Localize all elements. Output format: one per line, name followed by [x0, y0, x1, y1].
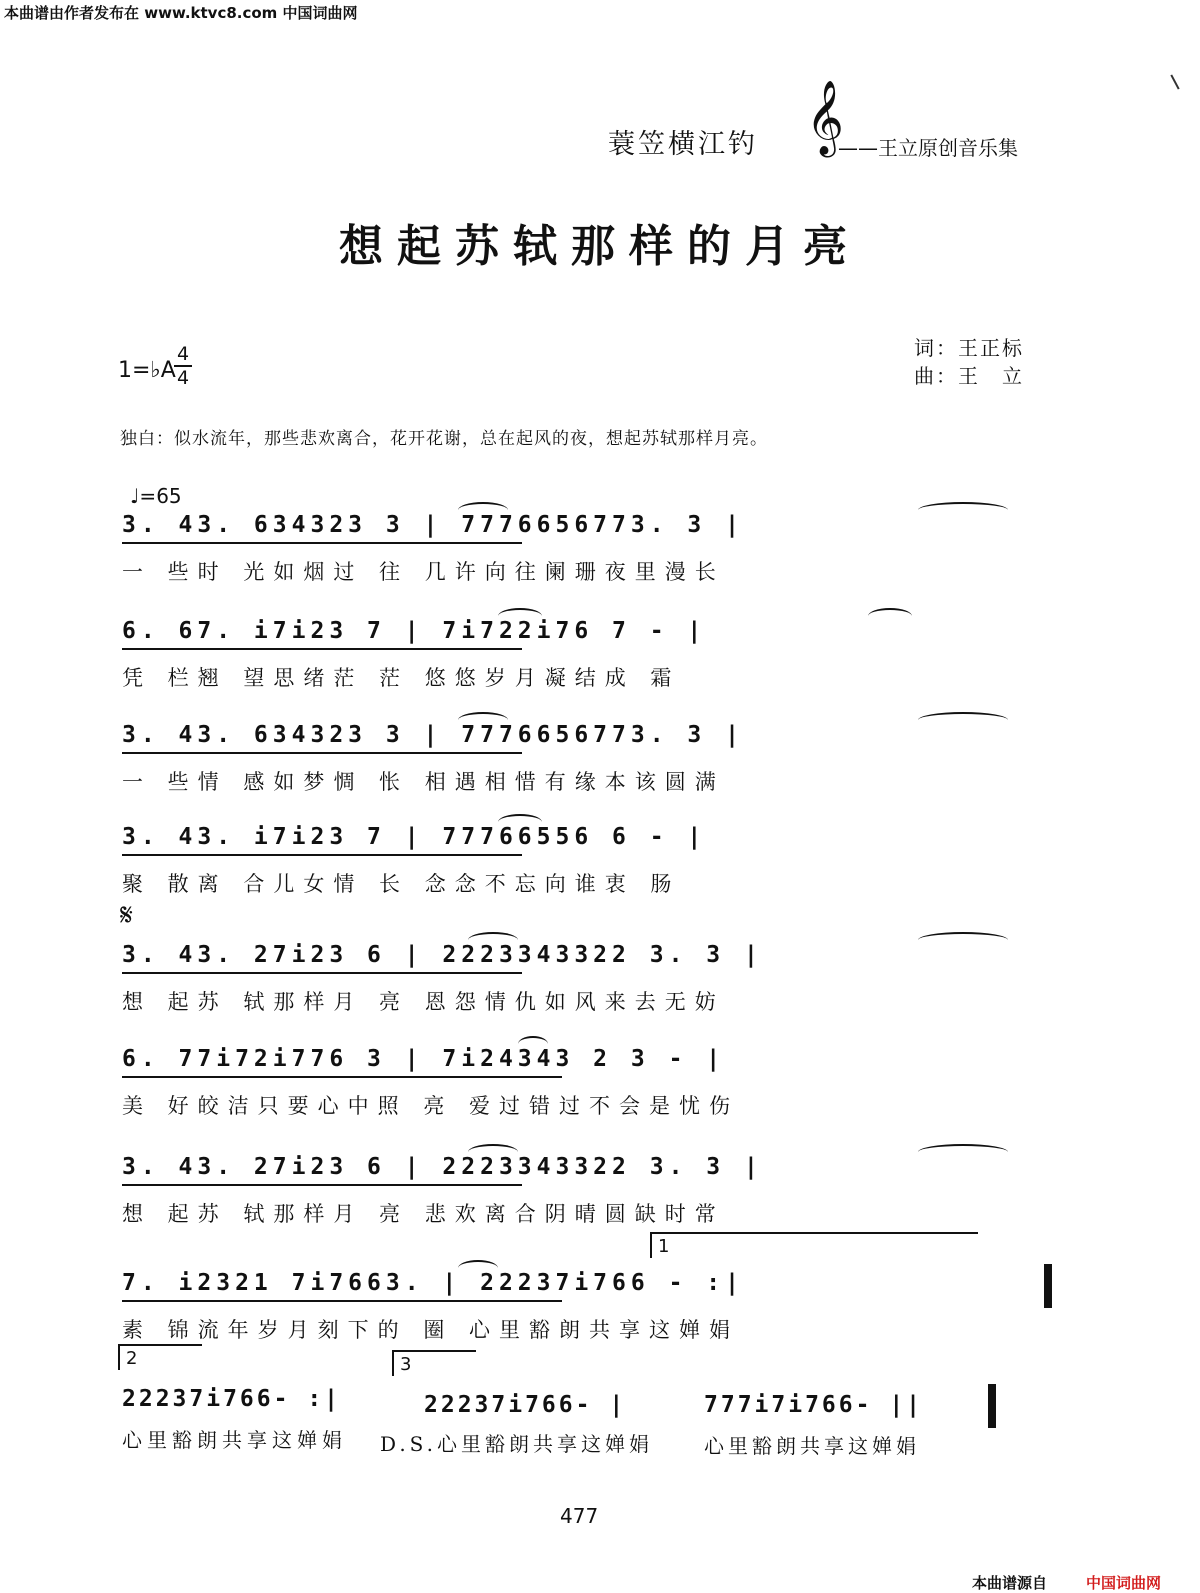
volta-2-label: 2	[126, 1348, 138, 1369]
composer-credit: 曲：王 立	[914, 364, 1024, 388]
key-signature: 1=♭A	[118, 358, 176, 383]
notes: 3. 43. 634323 3 | 7776656773. 3 |	[122, 512, 744, 538]
scan-mark	[1170, 74, 1179, 89]
final-bar	[988, 1384, 996, 1428]
series-title: 蓑笠横江钓	[608, 129, 758, 160]
lyrics: 美 好皎洁只要心中照 亮 爱过错过不会是忧伤	[122, 1094, 740, 1118]
notes: 3. 43. i7i23 7 | 77766556 6 - |	[122, 824, 707, 850]
time-signature	[174, 344, 192, 388]
treble-clef-icon: 𝄞	[806, 81, 844, 155]
volta-3-notes: 22237i766- |	[424, 1392, 627, 1418]
notes: 6. 77i72i776 3 | 7i24343 2 3 - |	[122, 1046, 726, 1072]
tempo-marking: ♩=65	[130, 484, 182, 508]
coda-notes: 777i7i766- ||	[704, 1392, 924, 1418]
footer-source: 本曲谱源自	[972, 1574, 1048, 1592]
lyricist-credit: 词：王正标	[914, 336, 1024, 360]
song-title: 想起苏轼那样的月亮	[339, 221, 861, 272]
lyrics: 一 些时 光如烟过 往 几许向往阑珊夜里漫长	[122, 560, 725, 584]
notes: 7. i2321 7i7663. | 22237i766 - :|	[122, 1270, 744, 1296]
lyrics: 素 锦流年岁月刻下的 圈 心里豁朗共享这婵娟	[122, 1318, 740, 1342]
time-top: 4	[176, 343, 190, 365]
lyrics: 聚 散离 合儿女情 长 念念不忘向谁衷 肠	[122, 872, 681, 896]
repeat-end-bar	[1044, 1264, 1052, 1308]
coda-lyrics: 心里豁朗共享这婵娟	[704, 1434, 920, 1458]
footer-site: 中国词曲网	[1086, 1574, 1162, 1592]
volta-2	[118, 1344, 202, 1370]
volta-2-notes: 22237i766- :|	[122, 1386, 342, 1412]
notes: 3. 43. 27i23 6 | 2223343322 3. 3 |	[122, 1154, 763, 1180]
lyrics: 想 起苏 轼那样月 亮 悲欢离合阴晴圆缺时常	[122, 1202, 725, 1226]
monologue: 独白：似水流年，那些悲欢离合，花开花谢，总在起风的夜，想起苏轼那样月亮。	[120, 429, 768, 449]
volta-1	[650, 1232, 978, 1258]
lyrics: 一 些情 感如梦惆 怅 相遇相惜有缘本该圆满	[122, 770, 725, 794]
notes: 3. 43. 634323 3 | 7776656773. 3 |	[122, 722, 744, 748]
segno-icon: 𝄋	[120, 898, 133, 933]
notes: 3. 43. 27i23 6 | 2223343322 3. 3 |	[122, 942, 763, 968]
volta-3-lyrics: D.S.心里豁朗共享这婵娟	[380, 1432, 654, 1456]
series-subtitle: ——王立原创音乐集	[838, 136, 1018, 160]
volta-3-label: 3	[400, 1354, 412, 1375]
volta-1-label: 1	[658, 1236, 670, 1257]
page-number: 477	[560, 1504, 599, 1528]
time-bottom: 4	[176, 367, 190, 389]
lyrics: 凭 栏翘 望思绪茫 茫 悠悠岁月凝结成 霜	[122, 666, 681, 690]
volta-3	[392, 1350, 476, 1376]
notes: 6. 67. i7i23 7 | 7i722i76 7 - |	[122, 618, 707, 644]
volta-2-lyrics: 心里豁朗共享这婵娟	[122, 1428, 347, 1452]
lyrics: 想 起苏 轼那样月 亮 恩怨情仇如风来去无妨	[122, 990, 725, 1014]
top-attribution: 本曲谱由作者发布在 www.ktvc8.com 中国词曲网	[4, 4, 358, 22]
